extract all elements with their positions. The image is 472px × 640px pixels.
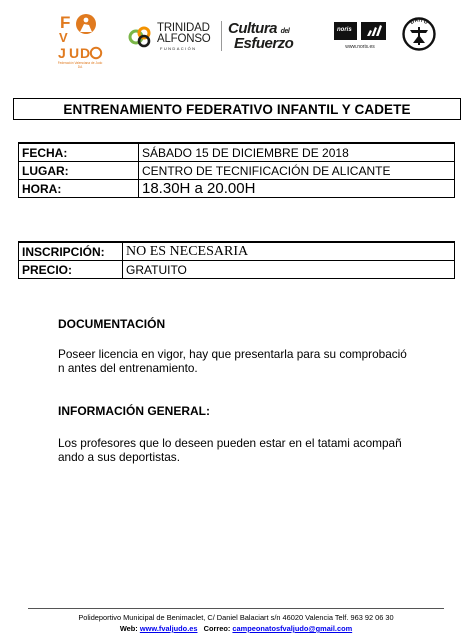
page-title: ENTRENAMIENTO FEDERATIVO INFANTIL Y CADETE: [63, 102, 411, 117]
lugar-label: LUGAR:: [19, 162, 139, 180]
documentacion-line2: n antes del entrenamiento.: [58, 361, 198, 375]
fvj-letter-v: V: [59, 30, 68, 45]
fecha-value: SÁBADO 15 DE DICIEMBRE DE 2018: [139, 143, 455, 162]
trinidad-line1: TRINIDAD: [157, 22, 210, 34]
table-row: [19, 261, 455, 279]
inscripcion-label: INSCRIPCIÓN:: [19, 242, 123, 261]
registration-table: [18, 241, 455, 279]
fvj-letter-u: U: [69, 45, 80, 61]
precio-label: PRECIO:: [19, 261, 123, 279]
fvj-emblem-icon: [56, 10, 104, 62]
trinidad-rings-icon: [128, 25, 152, 49]
table-row: [19, 242, 455, 261]
fvj-letter-j: J: [58, 45, 66, 61]
footer-divider: [28, 608, 444, 609]
trinidad-line2: ALFONSO: [157, 33, 211, 45]
footer-web-label: Web:: [119, 624, 138, 633]
sponsor-url: www.noris.es: [345, 44, 375, 50]
precio-value: GRATUITO: [123, 261, 455, 279]
sponsor-brand-box: [334, 22, 357, 40]
footer-contact: [0, 624, 472, 633]
trinidad-alfonso-logo: [128, 22, 220, 52]
daito-logo: [402, 17, 436, 51]
cultura-del-esfuerzo-logo: [228, 18, 308, 56]
hora-value: 18.30H a 20.00H: [139, 180, 455, 198]
footer-web-link[interactable]: www.fvaljudo.es: [139, 624, 198, 633]
daito-label: DAITO: [409, 17, 429, 27]
informacion-heading: INFORMACIÓN GENERAL:: [58, 404, 210, 418]
cultura-word2: Esfuerzo: [234, 35, 294, 52]
hora-label: HORA:: [19, 180, 139, 198]
fvj-letter-d: D: [80, 45, 91, 61]
footer-mail-label: Correo:: [203, 624, 231, 633]
documentacion-line1: Poseer licencia en vigor, hay que presentarla para su comprobació: [58, 347, 407, 361]
trinidad-name: [157, 23, 211, 45]
table-row: [19, 162, 455, 180]
footer-address: Polideportivo Municipal de Benimaclet, C/ Daniel Balaciart s/n 46020 Valencia Telf. 963 92 06 30: [78, 613, 394, 622]
footer-mail-link[interactable]: campeonatosfvaljudo@gmail.com: [232, 624, 353, 633]
fvj-caption: Federación Valenciana de Judo DA: [57, 61, 103, 69]
trinidad-sub: FUNDACIÓN: [160, 46, 197, 51]
cultura-word1: Cultura: [228, 20, 277, 37]
inscripcion-value: NO ES NECESARIA: [123, 242, 455, 261]
informacion-line1: Los profesores que lo deseen pueden estar en el tatami acompañ: [58, 436, 402, 450]
logo-divider: [221, 21, 222, 51]
sponsor-brand-text: noris: [337, 27, 352, 33]
fvj-letter-o-ring: [91, 48, 101, 58]
documentacion-heading: DOCUMENTACIÓN: [58, 317, 166, 331]
adidas-icon: [361, 22, 386, 40]
fvj-letter-f: F: [60, 13, 71, 32]
sponsor-logo: [334, 22, 386, 56]
informacion-text: [58, 436, 402, 464]
lugar-value: CENTRO DE TECNIFICACIÓN DE ALICANTE: [139, 162, 455, 180]
documentacion-text: [58, 347, 407, 375]
daito-emblem-icon: [402, 17, 436, 51]
event-details-table: [18, 142, 455, 198]
fecha-label: FECHA:: [19, 143, 139, 162]
table-row: [19, 143, 455, 162]
title-box: [13, 98, 461, 120]
fvj-logo: [56, 10, 104, 72]
table-row: [19, 180, 455, 198]
cultura-word-del: del: [280, 28, 290, 35]
informacion-line2: ando a sus deportistas.: [58, 450, 180, 464]
